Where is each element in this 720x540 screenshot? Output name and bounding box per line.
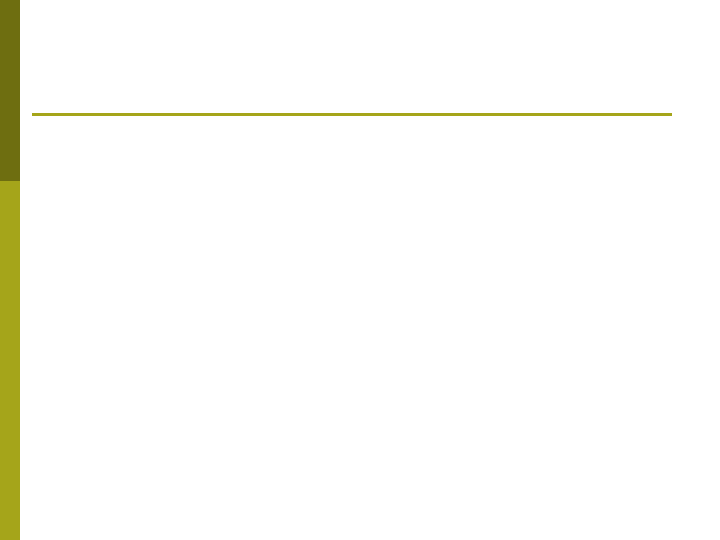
title-underline (32, 113, 672, 116)
sidebar-dark-segment (0, 0, 20, 181)
slide-body (45, 123, 685, 133)
